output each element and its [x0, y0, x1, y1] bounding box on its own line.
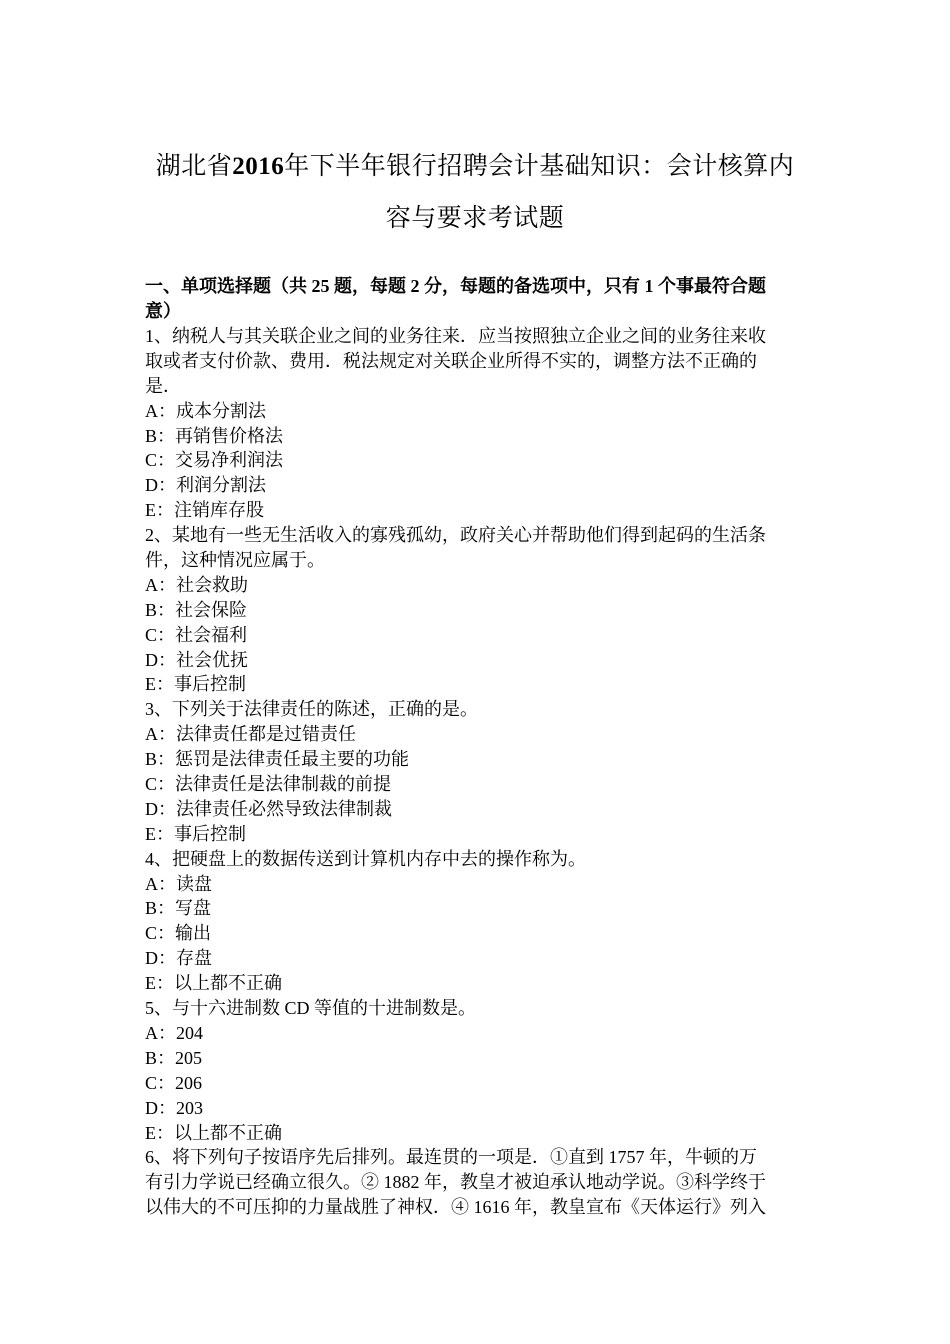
text-line: D：法律责任必然导致法律制裁 [145, 798, 392, 819]
text-line: 有引力学说已经确立很久。② 1882 年，教皇才被迫承认地动学说。③科学终于 [145, 1172, 766, 1193]
text-line: 件，这种情况应属于。 [145, 550, 325, 571]
text-line: A：社会救助 [145, 574, 248, 595]
text-line: E：事后控制 [145, 823, 246, 844]
text-line: D：存盘 [145, 948, 212, 969]
text-line: A：法律责任都是过错责任 [145, 724, 356, 745]
document-title-line-2: 容与要求考试题 [385, 205, 565, 232]
text-line: B：惩罚是法律责任最主要的功能 [145, 749, 410, 770]
text-line: A：204 [145, 1022, 203, 1043]
document-title-line-1 [100, 152, 850, 182]
text-line: B：写盘 [145, 898, 212, 919]
title-year: 2016 [232, 153, 285, 180]
text-line: 2、某地有一些无生活收入的寡残孤幼，政府关心并帮助他们得到起码的生活条 [145, 525, 766, 546]
text-line: E：注销库存股 [145, 500, 264, 521]
text-line: E：事后控制 [145, 674, 246, 695]
text-line: C：社会福利 [145, 624, 248, 645]
section-heading-line-1: 一、单项选择题（共 25 题，每题 2 分，每题的备选项中，只有 1 个事最符合题 [145, 276, 766, 296]
text-line: B：205 [145, 1047, 203, 1068]
text-line: A：成本分割法 [145, 400, 266, 421]
text-line: 3、下列关于法律责任的陈述，正确的是。 [145, 699, 478, 720]
text-line: D：社会优抚 [145, 649, 248, 670]
text-line: C：206 [145, 1072, 203, 1093]
text-line: 4、把硬盘上的数据传送到计算机内存中去的操作称为。 [145, 848, 586, 869]
text-line: A：读盘 [145, 873, 212, 894]
text-line: E：以上都不正确 [145, 973, 282, 994]
text-line: 1、纳税人与其关联企业之间的业务往来．应当按照独立企业之间的业务往来收 [145, 326, 766, 346]
text-line: 以伟大的不可压抑的力量战胜了神权．④ 1616 年，教皇宣布《天体运行》列入 [145, 1197, 766, 1218]
section-heading-line-2: 意） [145, 301, 181, 321]
text-line: E：以上都不正确 [145, 1122, 282, 1143]
text-line: B：再销售价格法 [145, 425, 284, 446]
text-line: D：203 [145, 1097, 203, 1118]
title-prefix: 湖北省 [155, 153, 233, 180]
title-suffix: 年下半年银行招聘会计基础知识：会计核算内 [284, 153, 795, 180]
text-line: C：输出 [145, 923, 212, 944]
question-list [145, 324, 813, 1220]
text-line: C：法律责任是法律制裁的前提 [145, 774, 392, 795]
text-line: B：社会保险 [145, 599, 248, 620]
text-line: 是． [145, 375, 181, 396]
text-line: 5、与十六进制数 CD 等值的十进制数是。 [145, 998, 477, 1019]
text-line: 6、将下列句子按语序先后排列。最连贯的一项是．①直到 1757 年，牛顿的万 [145, 1147, 757, 1168]
text-line: D：利润分割法 [145, 475, 266, 496]
text-line: 取或者支付价款、费用．税法规定对关联企业所得不实的，调整方法不正确的 [145, 350, 757, 371]
text-line: C：交易净利润法 [145, 450, 284, 471]
